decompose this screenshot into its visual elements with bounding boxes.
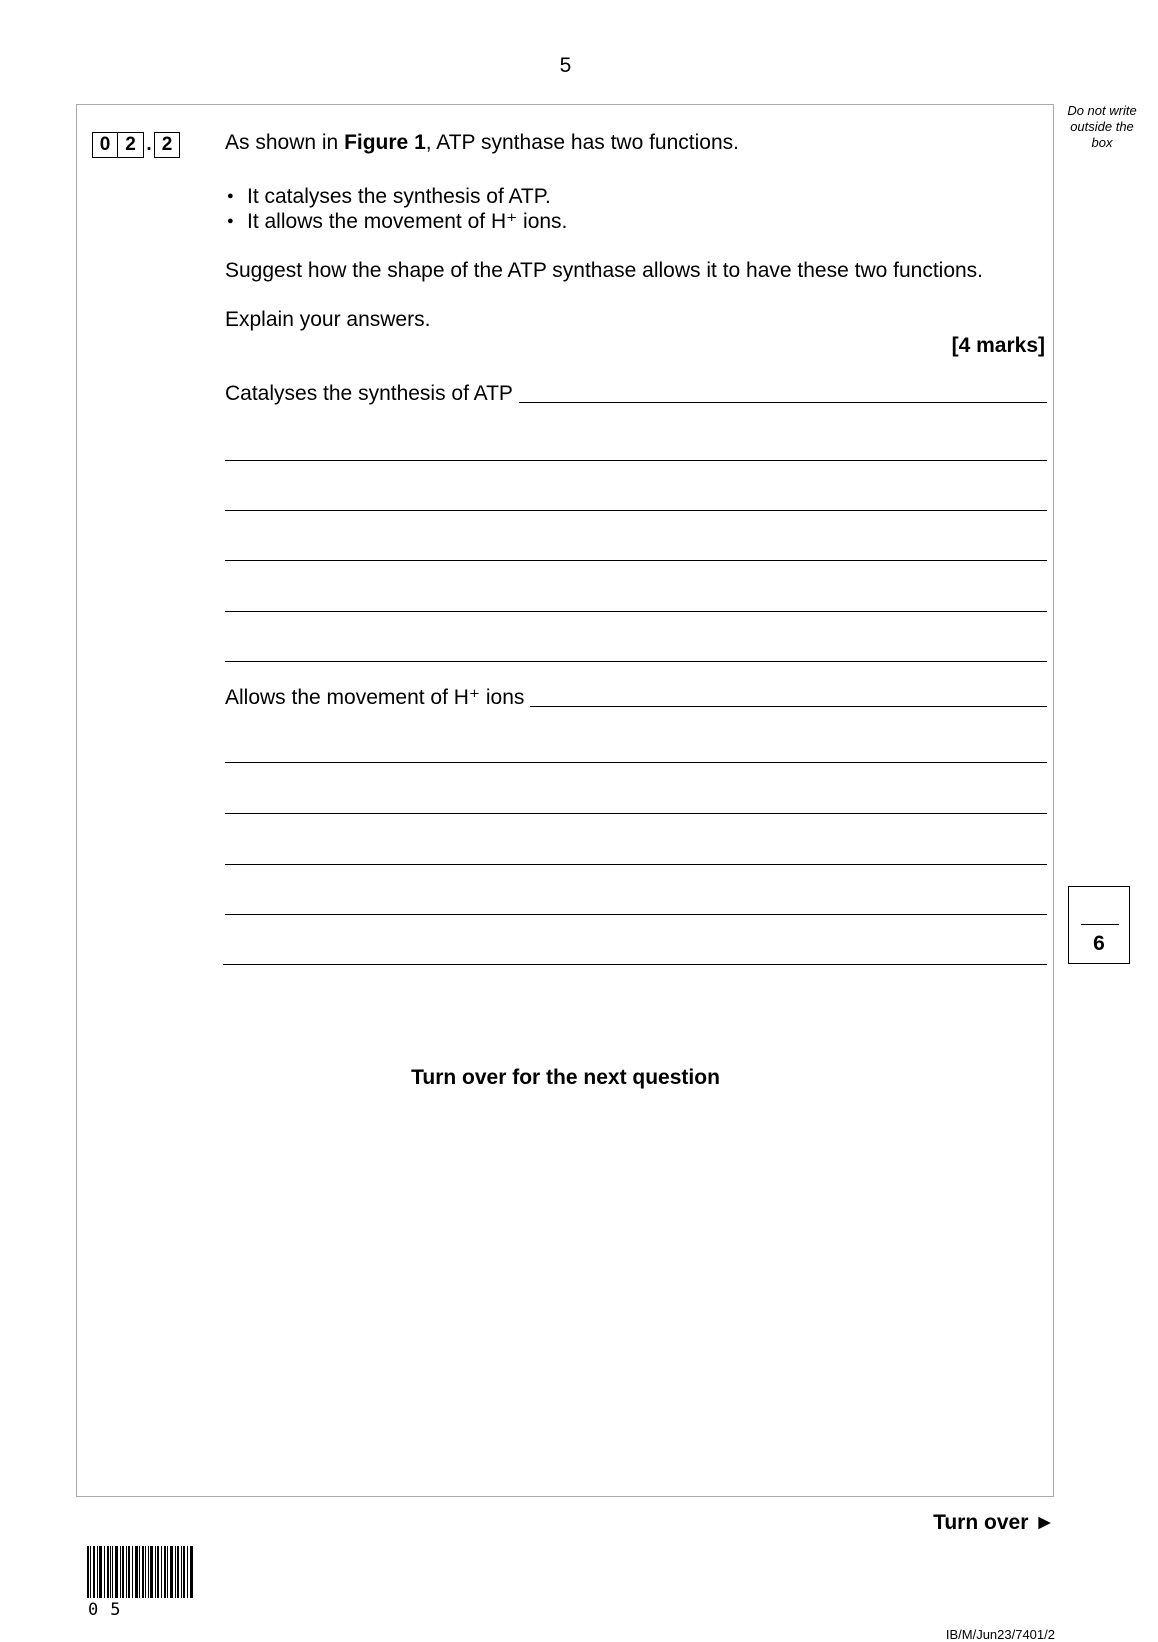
answer-line[interactable]: [225, 762, 1047, 763]
answer-line[interactable]: [225, 864, 1047, 865]
marks-label: [4 marks]: [951, 334, 1045, 357]
question-intro: [225, 131, 739, 155]
figure-reference: Figure 1: [344, 131, 426, 154]
answer-line[interactable]: [223, 964, 1047, 965]
score-value: 6: [1093, 932, 1105, 955]
question-instruction: Explain your answers.: [225, 308, 431, 331]
turn-over-next-question: Turn over for the next question: [411, 1066, 720, 1089]
question-part-box: 2: [154, 132, 180, 158]
intro-text: As shown in: [225, 131, 345, 154]
answer-frame: [76, 104, 1054, 1497]
question-number: [92, 132, 180, 158]
score-box: [1068, 886, 1130, 964]
answer-line-labeled[interactable]: [225, 685, 1047, 710]
answer-line[interactable]: [225, 914, 1047, 915]
intro-text-end: , ATP synthase has two functions.: [425, 131, 739, 154]
function-list: [225, 184, 567, 234]
answer-line[interactable]: [225, 510, 1047, 511]
answer-line-fill[interactable]: [519, 401, 1047, 403]
answer-line-labeled[interactable]: [225, 382, 1047, 406]
paper-reference: IB/M/Jun23/7401/2: [945, 1627, 1055, 1642]
answer-line[interactable]: [225, 611, 1047, 612]
answer-line[interactable]: [225, 460, 1047, 461]
page-number: 5: [559, 54, 572, 77]
question-number-box: 2: [118, 132, 144, 158]
barcode-icon: [87, 1546, 193, 1598]
answer-section-label: Catalyses the synthesis of ATP: [225, 382, 513, 405]
question-number-box: 0: [92, 132, 118, 158]
answer-line[interactable]: [225, 813, 1047, 814]
list-item: ● It allows the movement of H⁺ ions.: [225, 209, 567, 234]
question-number-separator: .: [146, 134, 152, 155]
turn-over-label: Turn over ►: [933, 1511, 1055, 1534]
score-dash: [1081, 924, 1119, 925]
margin-note: Do not write outside the box: [1067, 103, 1137, 150]
answer-line[interactable]: [225, 661, 1047, 662]
question-prompt: Suggest how the shape of the ATP synthase allows it to have these two functions.: [225, 259, 984, 282]
answer-line[interactable]: [225, 560, 1047, 561]
answer-section-label: Allows the movement of H⁺ ions: [225, 686, 525, 709]
answer-line-fill[interactable]: [530, 705, 1047, 707]
barcode-digits: 05: [88, 1600, 133, 1620]
list-item: ● It catalyses the synthesis of ATP.: [225, 184, 567, 209]
